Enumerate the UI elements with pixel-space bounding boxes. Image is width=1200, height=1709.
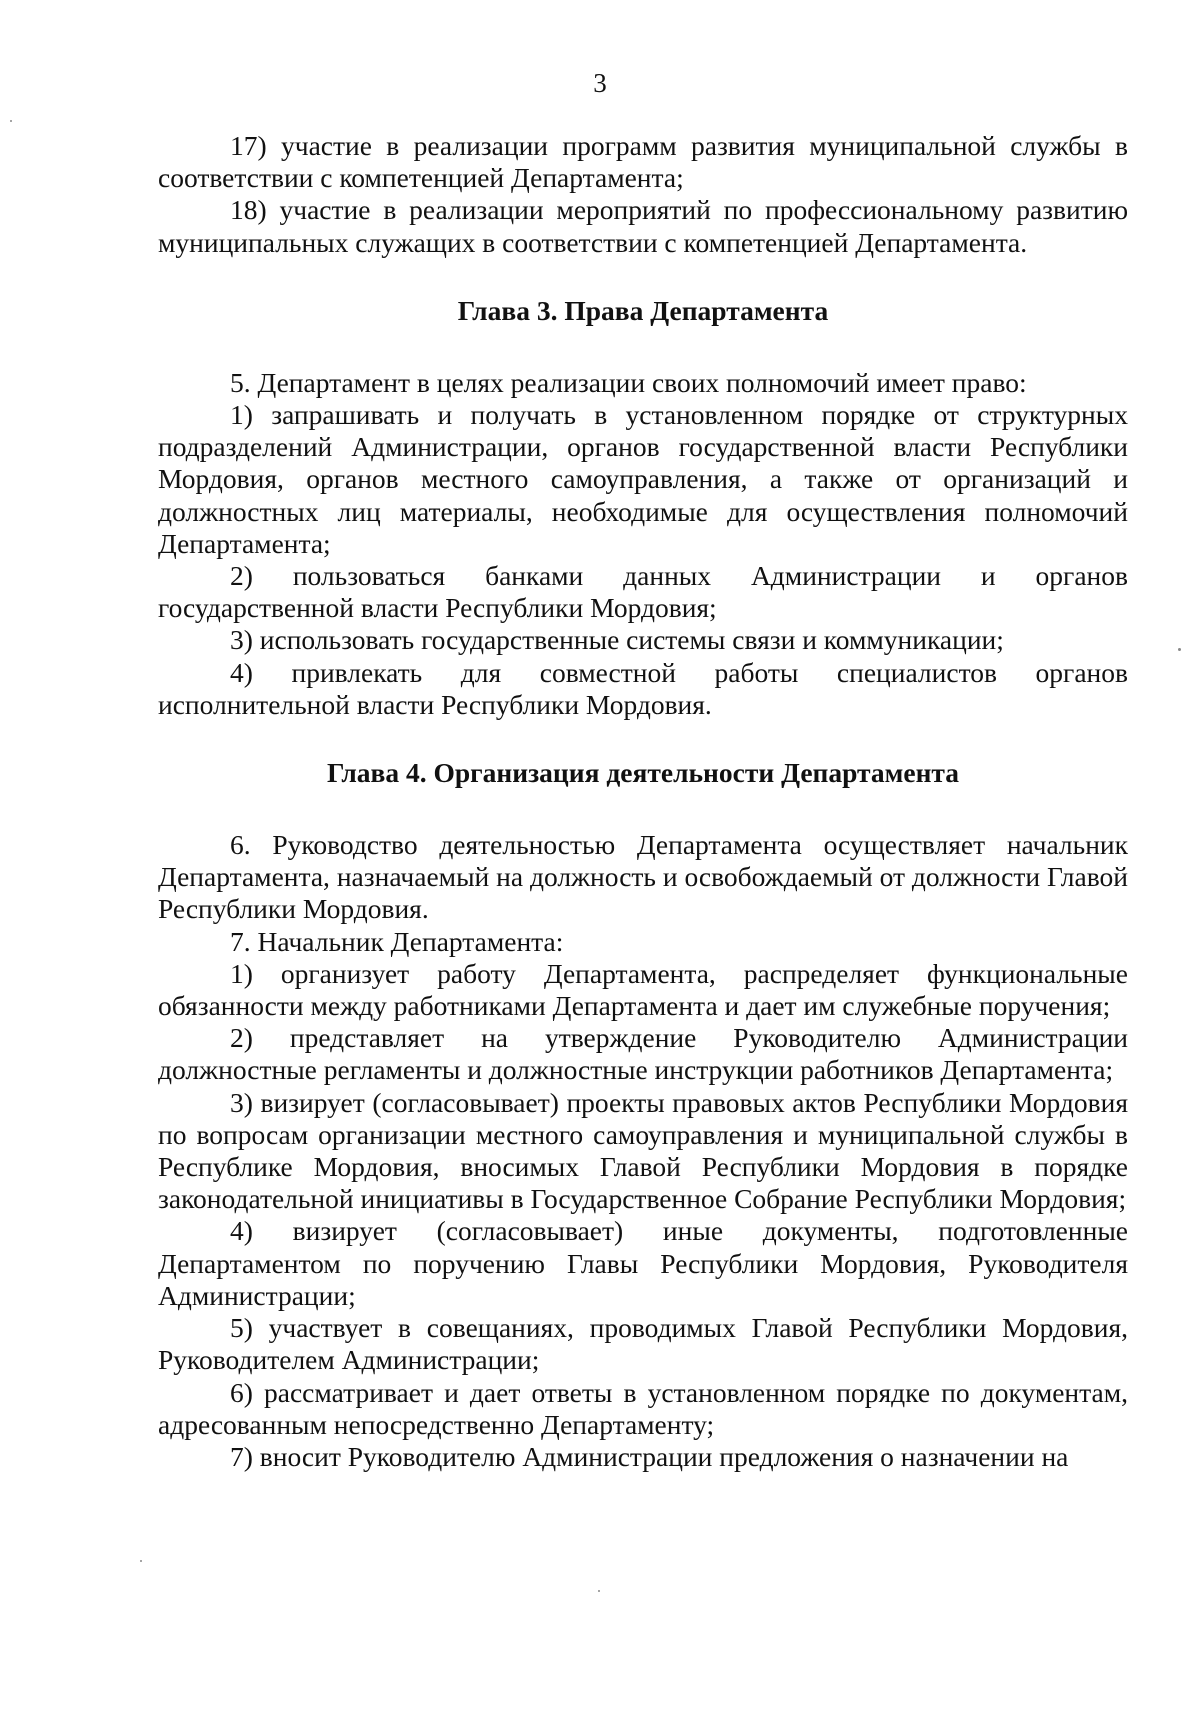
chapter-3-heading: Глава 3. Права Департамента — [457, 294, 829, 326]
scan-speck — [10, 120, 12, 122]
scan-speck — [598, 1590, 600, 1592]
page-number: 3 — [593, 68, 607, 98]
chapter-3-right-4: 4) привлекать для совместной работы специалистов органов исполнительной власти Республики Мордовия. — [158, 656, 1128, 720]
chapter-4-duty-5: 5) участвует в совещаниях, проводимых Главой Республики Мордовия, Руководителем Администрации; — [158, 1312, 1128, 1376]
chapter-4-duty-4: 4) визирует (согласовывает) иные документы, подготовленные Департаментом по поручению Главы Республики Мордовия, Руководителя Администрации; — [158, 1215, 1128, 1311]
chapter-3-clause-5: 5. Департамент в целях реализации своих полномочий имеет право: — [230, 366, 1027, 398]
scan-speck — [140, 1560, 142, 1562]
chapter-4-heading: Глава 4. Организация деятельности Департамента — [326, 757, 960, 789]
chapter-4-duty-3: 3) визирует (согласовывает) проекты правовых актов Республики Мордовия по вопросам организации местного самоуправления и муниципальной службы в Республике Мордовия, вносимых Главой Республики Мордовия в порядке законодательной инициативы в Государственное Собрание Республики Мордовия; — [158, 1086, 1128, 1215]
scan-speck — [1178, 648, 1181, 651]
chapter-4-clause-7: 7. Начальник Департамента: — [230, 925, 564, 957]
chapter-3-right-2: 2) пользоваться банками данных Администрации и органов государственной власти Республики Мордовия; — [158, 560, 1128, 624]
paragraph-item-17: 17) участие в реализации программ развития муниципальной службы в соответствии с компетенцией Департамента; — [158, 130, 1128, 194]
chapter-4-duty-1: 1) организует работу Департамента, распределяет функциональные обязанности между работниками Департамента и дает им служебные поручения; — [158, 957, 1128, 1022]
chapter-4-duty-7: 7) вносит Руководителю Администрации предложения о назначении на — [230, 1440, 1069, 1472]
document-body — [158, 130, 1128, 1473]
chapter-3-right-3: 3) использовать государственные системы связи и коммуникации; — [230, 624, 1004, 656]
chapter-4-duty-2: 2) представляет на утверждение Руководителю Администрации должностные регламенты и должностные инструкции работников Департамента; — [158, 1022, 1128, 1086]
chapter-4-duty-6: 6) рассматривает и дает ответы в установленном порядке по документам, адресованным непосредственно Департаменту; — [158, 1376, 1128, 1440]
paragraph-item-18: 18) участие в реализации мероприятий по профессиональному развитию муниципальных служащих в соответствии с компетенцией Департамента. — [158, 194, 1128, 258]
chapter-3-right-1: 1) запрашивать и получать в установленном порядке от структурных подразделений Администрации, органов государственной власти Республики Мордовия, органов местного самоуправления, а также от организаций и должностных лиц материалы, необходимые для осуществления полномочий Департамента; — [158, 399, 1128, 559]
chapter-4-clause-6: 6. Руководство деятельностью Департамента осуществляет начальник Департамента, назначаемый на должность и освобождаемый от должности Главой Республики Мордовия. — [158, 829, 1128, 925]
